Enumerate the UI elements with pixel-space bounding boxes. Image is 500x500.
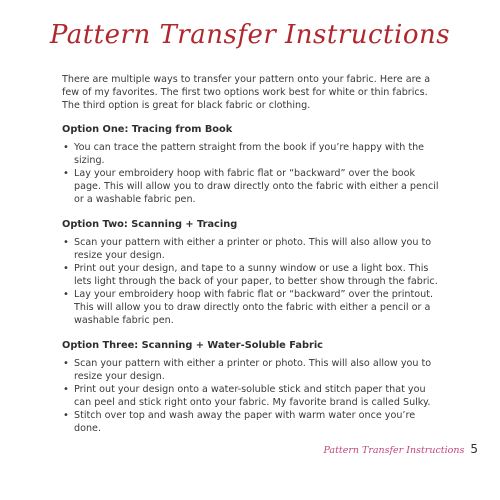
bullet-icon: • [63,263,69,274]
bullet-list [62,141,442,206]
list-item: • Stitch over top and wash away the paper with warm water once you’re done. [63,410,416,434]
bullet-icon: • [63,384,69,395]
section-heading: Option Two: Scanning + Tracing [62,219,238,230]
document-body [62,73,442,447]
list-item: • Print out your design onto a water-soluble stick and stitch paper that you can peel and stick right onto your fabric. My favorite brand is called Sulky. [63,384,431,408]
intro-paragraph: There are multiple ways to transfer your pattern onto your fabric. Here are a few of my favorites. The first two options work best for white or thin fabrics. The third option is great for black fabric or clothing. [62,74,431,111]
bullet-icon: • [63,410,69,421]
list-item: • You can trace the pattern straight from the book if you’re happy with the sizing. [63,142,425,166]
bullet-icon: • [63,289,69,300]
section-option-three [62,339,442,435]
list-item: • Scan your pattern with either a printer or photo. This will also allow you to resize your design. [63,237,432,261]
section-option-one [62,123,442,206]
bullet-icon: • [63,237,69,248]
list-item: • Print out your design, and tape to a sunny window or use a light box. This lets light through the back of your paper, to better show through the fabric. [63,263,438,287]
list-item: • Scan your pattern with either a printer or photo. This will also allow you to resize your design. [63,358,432,382]
running-title: Pattern Transfer Instructions [323,445,465,456]
page-footer [323,442,478,456]
section-heading: Option One: Tracing from Book [62,124,233,135]
section-option-two [62,218,442,327]
list-item: • Lay your embroidery hoop with fabric flat or “backward” over the printout. This will allow you to draw directly onto the fabric with either a pencil or a washable fabric pen. [63,289,434,326]
bullet-icon: • [63,358,69,369]
page-title: Pattern Transfer Instructions [49,20,451,50]
page-number: 5 [470,442,478,456]
bullet-list [62,357,442,435]
bullet-icon: • [63,168,69,179]
bullet-list [62,236,442,327]
bullet-icon: • [63,142,69,153]
section-heading: Option Three: Scanning + Water-Soluble Fabric [62,340,323,351]
list-item: • Lay your embroidery hoop with fabric flat or “backward” over the book page. This will allow you to draw directly onto the fabric with either a pencil or a washable fabric pen. [63,168,439,205]
